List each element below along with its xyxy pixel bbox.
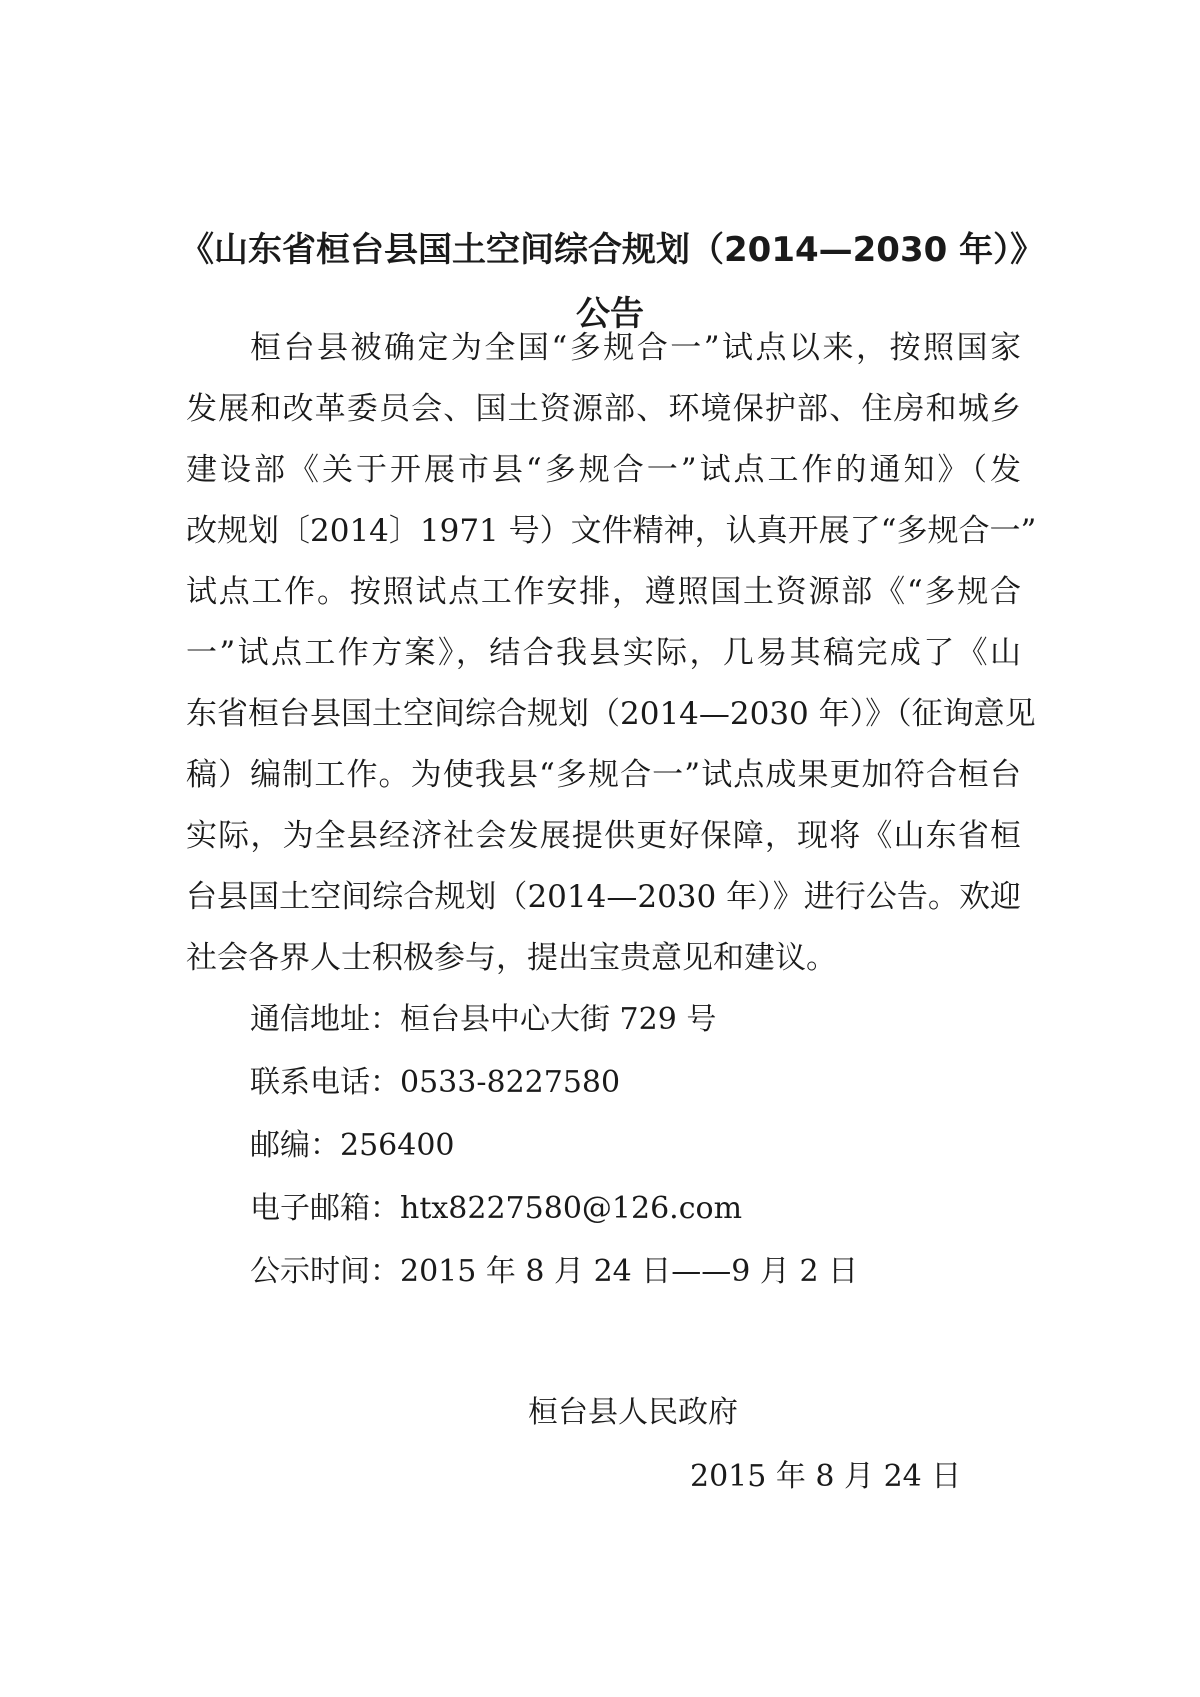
body-paragraph-line: 稿）编制工作。为使我县“多规合一”试点成果更加符合桓台 xyxy=(186,757,1021,793)
contact-address: 通信地址：桓台县中心大街 729 号 xyxy=(250,1002,717,1037)
signature-organization: 桓台县人民政府 xyxy=(528,1395,738,1430)
document-subtitle: 公告 xyxy=(576,294,644,334)
body-paragraph-line: 东省桓台县国土空间综合规划（2014—2030 年）》（征询意见 xyxy=(186,696,1036,732)
publicity-period: 公示时间：2015 年 8 月 24 日——9 月 2 日 xyxy=(250,1254,859,1289)
contact-email: 电子邮箱：htx8227580@126.com xyxy=(250,1191,743,1226)
body-paragraph-line: 改规划〔2014〕1971 号）文件精神，认真开展了“多规合一” xyxy=(186,513,1037,549)
body-paragraph-line: 台县国土空间综合规划（2014—2030 年）》进行公告。欢迎 xyxy=(186,879,1021,915)
signature-date: 2015 年 8 月 24 日 xyxy=(690,1459,962,1494)
body-paragraph-line: 一”试点工作方案》，结合我县实际，几易其稿完成了《山 xyxy=(186,635,1021,671)
body-paragraph-line: 发展和改革委员会、国土资源部、环境保护部、住房和城乡 xyxy=(186,391,1021,427)
body-paragraph-line: 建设部《关于开展市县“多规合一”试点工作的通知》（发 xyxy=(186,452,1021,488)
body-paragraph-line: 桓台县被确定为全国“多规合一”试点以来，按照国家 xyxy=(250,330,1021,366)
body-paragraph-line: 试点工作。按照试点工作安排，遵照国土资源部《“多规合 xyxy=(186,574,1021,610)
document-title: 《山东省桓台县国土空间综合规划（2014—2030 年）》 xyxy=(180,230,1045,270)
body-paragraph-line: 实际，为全县经济社会发展提供更好保障，现将《山东省桓 xyxy=(186,818,1021,854)
body-paragraph-line: 社会各界人士积极参与，提出宝贵意见和建议。 xyxy=(186,940,837,976)
contact-phone: 联系电话：0533-8227580 xyxy=(250,1065,621,1100)
contact-postcode: 邮编：256400 xyxy=(250,1128,455,1163)
